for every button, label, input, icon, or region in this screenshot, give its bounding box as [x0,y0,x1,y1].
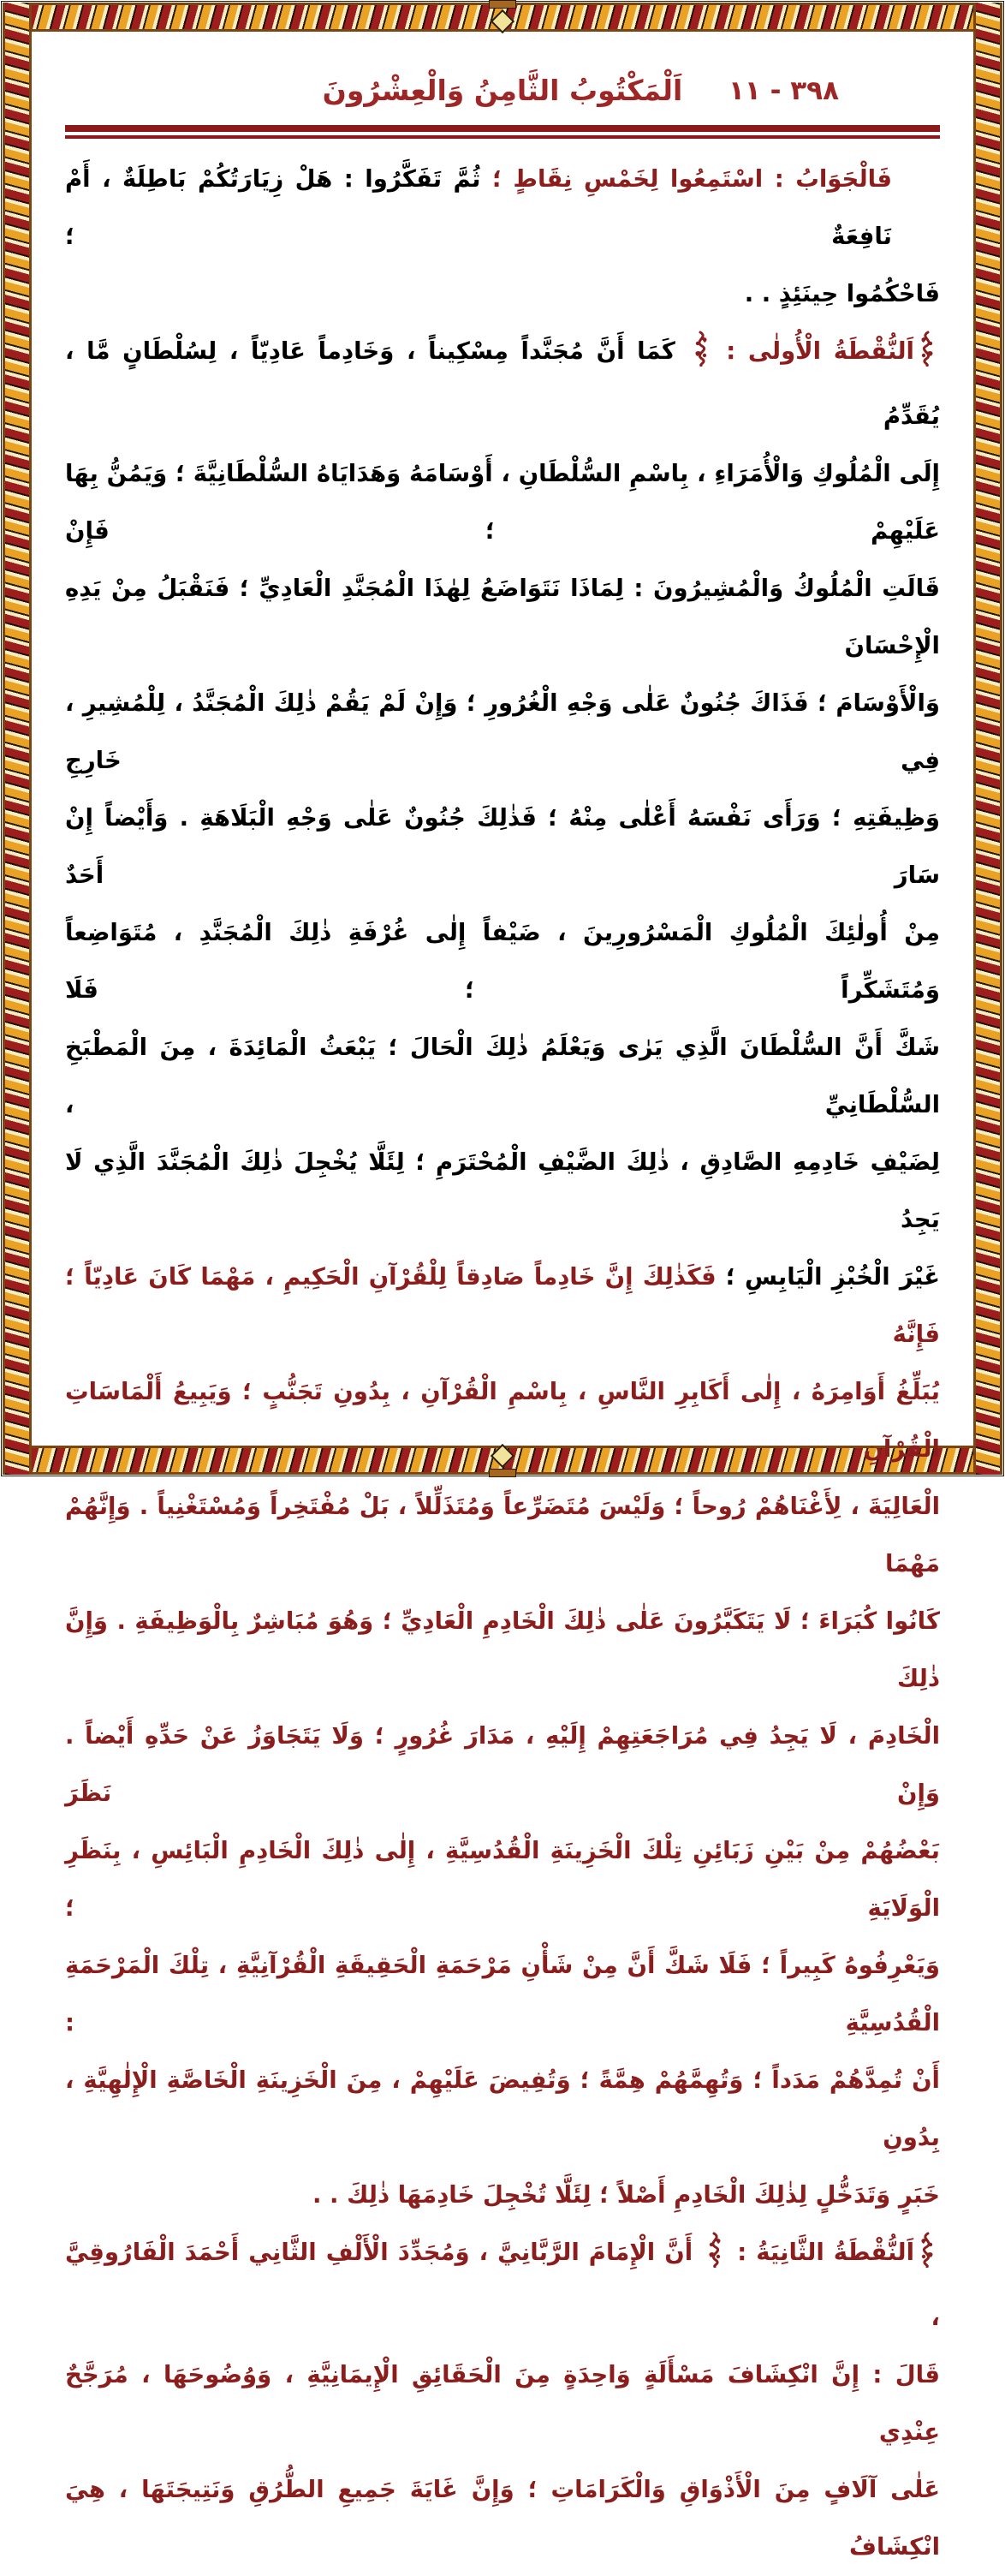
floral-ornament-icon [705,2232,725,2289]
floral-ornament-icon [917,2232,937,2289]
text-segment: فَكَذٰلِكَ إِنَّ خَادِماً صَادِقاً لِلْقُرْآنِ الْحَكِيمِ ، مَهْمَا كَانَ عَادِيّاً ؛ فَإِنَّهُ [65,1263,940,1348]
frame-border-right [973,3,1002,1475]
text-segment: الْخَادِمَ ، لَا يَجِدُ فِي مُرَاجَعَتِهِمْ إِلَيْهِ ، مَدَارَ غُرُورٍ ؛ وَلَا يَتَجَاوَزُ عَنْ حَدِّهِ أَيْضاً . وَإِنْ نَظَرَ [65,1722,940,1807]
text-segment: لِضَيْفِ خَادِمِهِ الصَّادِقِ ، ذٰلِكَ الضَّيْفِ الْمُحْتَرَمِ ؛ لِئَلَّا يُخْجِلَ ذٰلِكَ الْمُجَنَّدَ الَّذِي لَا يَجِدُ [65,1148,940,1233]
text-segment: ثُمَّ تَفَكَّرُوا : هَلْ زِيَارَتُكُمْ بَاطِلَةٌ ، أَمْ نَافِعَةٌ ؛ [65,165,892,250]
text-segment: قَالَ : إِنَّ انْكِشَافَ مَسْأَلَةٍ وَاحِدَةٍ مِنَ الْحَقَائِقِ الْإِيمَانِيَّةِ ، وَوُضُوحَهَا ، مُرَجَّحٌ عِنْدِي [65,2361,940,2446]
body-text [65,151,940,2576]
text-segment: وَالْأَوْسَامَ ؛ فَذَاكَ جُنُونٌ عَلٰى وَجْهِ الْغُرُورِ ؛ وَإِنْ لَمْ يَقُمْ ذٰلِكَ الْمُجَنَّدُ ، لِلْمُشِيرِ ، فِي خَارِجِ [65,689,940,774]
text-line [65,323,940,445]
text-segment: اَلنُّقْطَةُ الثَّانِيَةُ : [728,2239,914,2266]
text-line [65,675,940,790]
text-segment: أَنْ تُمِدَّهُمْ مَدَداً ؛ وَتُهِمَّهُمْ هِمَّةً ؛ وَتُفِيضَ عَلَيْهِمْ ، مِنَ الْخَزِينَةِ الْخَاصَّةِ الْإِلٰهِيَّةِ ، بِدُونِ [65,2066,940,2151]
text-line [65,1708,940,1822]
border-diamond-icon [491,9,514,33]
text-line [65,2167,940,2224]
text-line [65,265,940,323]
text-segment: فَاحْكُمُوا حِينَئِذٍ . . [744,280,940,307]
page-header [65,63,940,118]
floral-ornament-icon [691,331,711,388]
text-segment: وَظِيفَتِهِ ؛ وَرَأَى نَفْسَهُ أَعْلٰى مِنْهُ ؛ فَذٰلِكَ جُنُونٌ عَلٰى وَجْهِ الْبَلَاهَةِ . وَأَيْضاً إِنْ سَارَ أَحَدٌ [65,804,940,889]
text-line [65,1249,940,1363]
text-line [65,2052,940,2167]
chapter-title: اَلْمَكْتُوبُ الثَّامِنُ وَالْعِشْرُونَ [322,74,683,107]
text-line [65,1937,940,2052]
text-segment: يُبَلِّغُ أَوَامِرَهُ ، إِلٰى أَكَابِرِ النَّاسِ ، بِاسْمِ الْقُرْآنِ ، بِدُونِ تَجَنُّبٍ ؛ وَيَبِيعُ أَلْمَاسَاتِ الْقُرْآنِ [65,1378,940,1463]
page-number: ٣٩٨ - ١١ [728,75,839,106]
border-tab-icon [489,0,516,9]
floral-ornament-icon [917,331,937,388]
text-line [65,151,940,265]
text-line [65,1478,940,1593]
text-segment: عَلٰى آلَافٍ مِنَ الْأَذْوَاقِ وَالْكَرَامَاتِ ؛ وَإِنَّ غَايَةَ جَمِيعِ الطُّرُقِ وَنَتِيجَتَهَا ، هِيَ انْكِشَافُ [65,2476,940,2561]
text-line [65,1019,940,1134]
text-segment: بَعْضُهُمْ مِنْ بَيْنِ زَبَائِنِ تِلْكَ الْخَزِينَةِ الْقُدُسِيَّةِ ، إِلٰى ذٰلِكَ الْخَادِمِ الْبَائِسِ ، بِنَظَرِ الْوَلَايَةِ ؛ [65,1837,940,1922]
text-line [65,560,940,675]
frame-border-left [3,3,32,1475]
text-segment: غَيْرَ الْخُبْزِ الْيَابِسِ ؛ [716,1263,940,1291]
text-line [65,445,940,560]
text-segment: خَبَرٍ وَتَدَخُّلٍ لِذٰلِكَ الْخَادِمِ أَصْلاً ؛ لِئَلَّا تُخْجِلَ خَادِمَهَا ذٰلِكَ . . [312,2181,940,2209]
header-rule-thick [65,125,940,132]
text-segment: كَانُوا كُبَرَاءَ ؛ لَا يَتَكَبَّرُونَ عَلٰى ذٰلِكَ الْخَادِمِ الْعَادِيِّ ؛ وَهُوَ مُبَاشِرٌ بِالْوَظِيفَةِ . وَإِنَّ ذٰلِكَ [65,1607,940,1692]
text-segment: الْعَالِيَةَ ، لِأَغْنَاهُمْ رُوحاً ؛ وَلَيْسَ مُتَضَرِّعاً وَمُتَذَلِّلاً ، بَلْ مُفْتَخِراً وَمُسْتَغْنِياً . وَإِنَّهُمْ مَهْمَا [65,1493,940,1577]
text-segment: أَنَّ الْإِمَامَ الرَّبَّانِيَّ ، وَمُجَدِّدَ الْأَلْفِ الثَّانِي أَحْمَدَ الْفَارُوقِيَّ ، [65,2239,940,2331]
text-line [65,2461,940,2576]
text-segment: وَيَعْرِفُوهُ كَبِيراً ؛ فَلَا شَكَّ أَنَّ مِنْ شَأْنِ مَرْحَمَةِ الْحَقِيقَةِ الْقُرْآنِيَّةِ ، تِلْكَ الْمَرْحَمَةِ الْقُدُسِيَّةِ : [65,1952,940,2036]
page-content [65,63,940,2576]
text-segment: كَمَا أَنَّ مُجَنَّداً مِسْكِيناً ، وَخَادِماً عَادِيّاً ، لِسُلْطَانٍ مَّا ، يُقَدِّمُ [65,337,940,430]
text-line [65,1822,940,1937]
text-segment: إِلَى الْمُلُوكِ وَالْأُمَرَاءِ ، بِاسْمِ السُّلْطَانِ ، أَوْسَامَهُ وَهَدَايَاهُ السُّلْطَانِيَّةَ ؛ وَيَمُنُّ بِهَا عَلَيْهِمْ ؛ فَإِنْ [65,460,940,545]
header-rule-thin [65,135,940,139]
text-line [65,790,940,904]
text-line [65,1593,940,1708]
text-segment: فَالْجَوَابُ : اسْتَمِعُوا لِخَمْسِ نِقَاطٍ ؛ [480,165,892,193]
text-segment: شَكَّ أَنَّ السُّلْطَانَ الَّذِي يَرٰى وَيَعْلَمُ ذٰلِكَ الْحَالَ ؛ يَبْعَثُ الْمَائِدَةَ ، مِنَ الْمَطْبَخِ السُّلْطَانِيِّ ، [65,1034,940,1118]
text-line [65,1363,940,1478]
text-segment: قَالَتِ الْمُلُوكُ وَالْمُشِيرُونَ : لِمَاذَا نَتَوَاضَعُ لِهٰذَا الْمُجَنَّدِ الْعَادِيِّ ؛ فَنَقْبَلُ مِنْ يَدِهِ الْإِحْسَانَ [65,575,940,659]
text-line [65,1134,940,1249]
text-line [65,2224,940,2346]
text-line [65,2346,940,2461]
text-segment: اَلنُّقْطَةُ الْأُولٰى : [713,337,914,365]
text-segment: مِنْ أُولٰئِكَ الْمُلُوكِ الْمَسْرُورِينَ ، ضَيْفاً إِلٰى غُرْفَةِ ذٰلِكَ الْمُجَنَّدِ ، مُتَوَاضِعاً وَمُتَشَكِّراً ؛ فَلَا [65,919,940,1004]
text-line [65,904,940,1019]
